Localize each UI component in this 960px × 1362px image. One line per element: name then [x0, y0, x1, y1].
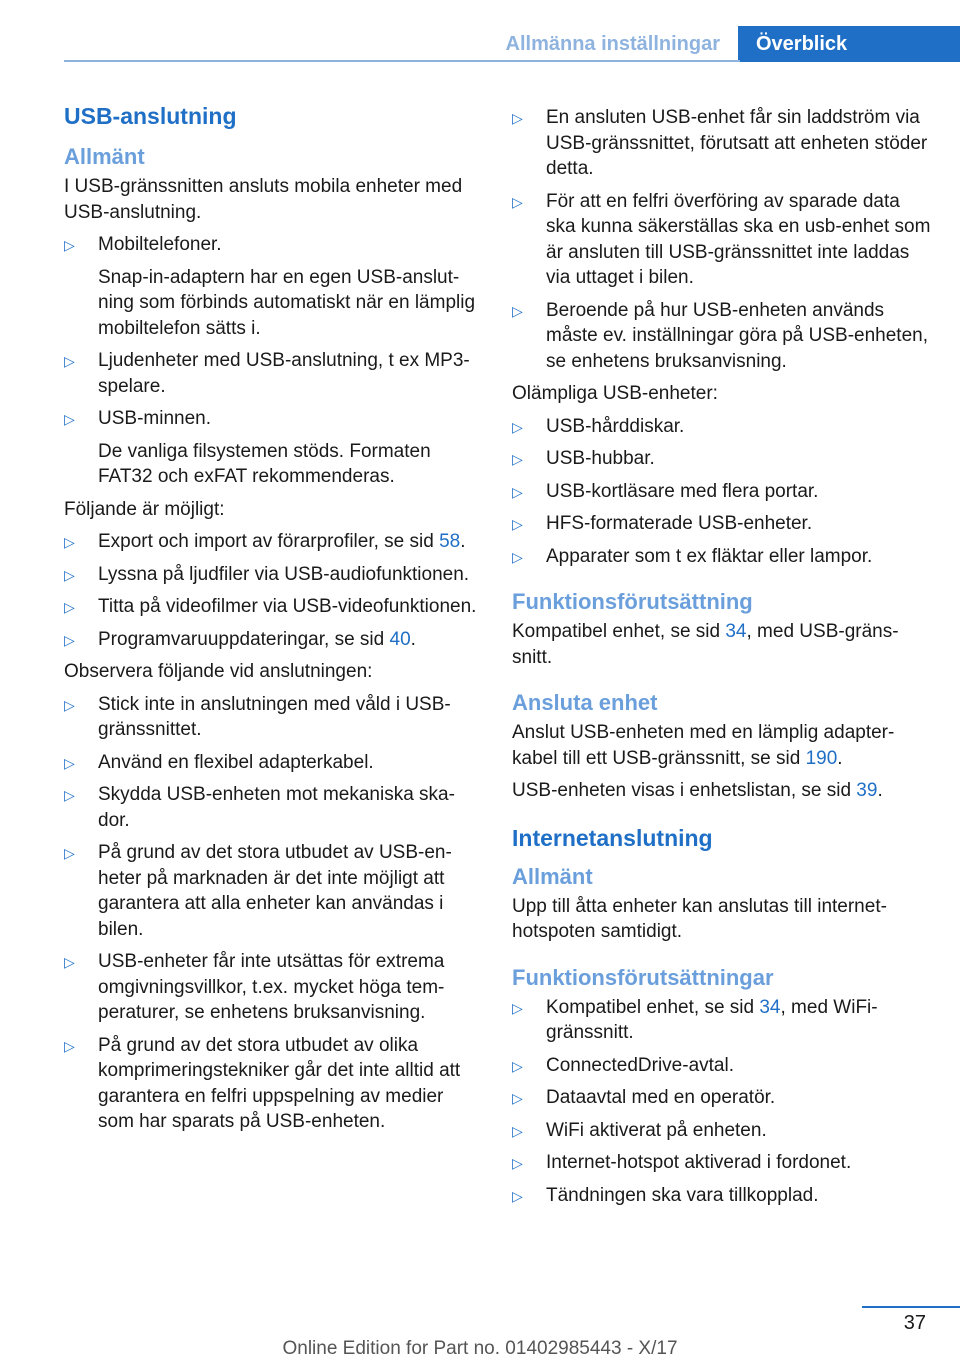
- page-link-40[interactable]: 40: [389, 628, 411, 650]
- right-column: [512, 100, 932, 1215]
- triangle-bullet-icon: ▷: [512, 1187, 523, 1204]
- list-item: ▷ Tändningen ska vara tillkopplad.: [512, 1183, 932, 1209]
- heading-ansluta-enhet: Ansluta enhet: [512, 690, 658, 715]
- list-item: ▷ Stick inte in anslutningen med våld i USB-gränssnittet.: [64, 693, 451, 740]
- triangle-bullet-icon: ▷: [64, 845, 75, 861]
- list-devices: [64, 232, 480, 490]
- footer-rule: [862, 1306, 960, 1308]
- triangle-bullet-icon: ▷: [512, 418, 523, 435]
- page-link-34[interactable]: 34: [725, 621, 747, 642]
- triangle-bullet-icon: ▷: [64, 1037, 75, 1054]
- list-item: ▷ USB-kortläsare med flera portar.: [512, 479, 932, 505]
- header-rule: [64, 60, 740, 62]
- page-link-34-b[interactable]: 34: [759, 996, 781, 1018]
- list-item: ▷ Export och import av förarprofiler, se sid 58.: [64, 529, 480, 555]
- paragraph-intro: I USB-gränssnitten ansluts mobila enheter med USB-anslutning.: [64, 176, 463, 223]
- list-item: ▷ USB-minnen. De vanliga filsystemen stöds. Formaten FAT32 och exFAT rekommenderas.: [64, 408, 431, 487]
- triangle-bullet-icon: ▷: [64, 631, 75, 648]
- list-observe: [64, 692, 480, 1135]
- list-item: ▷ Dataavtal med en operatör.: [512, 1085, 932, 1111]
- triangle-bullet-icon: ▷: [512, 1090, 523, 1106]
- paragraph-observe: Observera följande vid anslutningen:: [64, 661, 373, 682]
- list-item: ▷ HFS-formaterade USB-enheter.: [512, 511, 932, 537]
- list-item: ▷ Ljudenheter med USB-anslutning, t ex MP3-spelare.: [64, 350, 470, 397]
- heading-allmant-2: Allmänt: [512, 863, 593, 889]
- triangle-bullet-icon: ▷: [64, 237, 75, 253]
- list-item: ▷ USB-hårddiskar.: [512, 414, 932, 440]
- list-item: ▷ USB-hubbar.: [512, 446, 932, 472]
- triangle-bullet-icon: ▷: [64, 787, 75, 803]
- paragraph-internet: Upp till åtta enheter kan anslutas till internethotspoten samtidigt.: [512, 895, 887, 942]
- triangle-bullet-icon: ▷: [64, 696, 75, 713]
- list-item: ▷ Apparater som t ex fläktar eller lampor.: [512, 544, 932, 570]
- list-item: ▷ ConnectedDrive-avtal.: [512, 1053, 932, 1079]
- list-requirements: [512, 995, 932, 1209]
- list-item: ▷ För att en felfri överföring av sparade data ska kunna säkerställas ska en usb-enhet som är ansluten till USB-gränssnittet inte laddas via uttaget i bilen.: [512, 190, 931, 288]
- list-item: ▷ Skydda USB-enheten mot mekaniska skador.: [64, 784, 455, 831]
- left-column: [64, 100, 480, 1142]
- page-number: 37: [903, 1312, 926, 1334]
- heading-funktionsforutsattningar: Funktionsförutsättningar: [512, 964, 774, 990]
- paragraph-func: Kompatibel enhet, se sid 34, med USB-gränssnitt.: [512, 621, 899, 668]
- list-item: ▷ Lyssna på ljudfiler via USB-audiofunktionen.: [64, 562, 480, 588]
- paragraph-unsuitable: Olämpliga USB-enheter:: [512, 383, 718, 404]
- triangle-bullet-icon: ▷: [512, 451, 523, 467]
- list-possible: [64, 529, 480, 652]
- triangle-bullet-icon: ▷: [64, 954, 75, 970]
- triangle-bullet-icon: ▷: [64, 754, 75, 771]
- paragraph-connect: Anslut USB-enheten med en lämplig adapterkabel till ett USB-gränssnitt, se sid 190.: [512, 722, 895, 769]
- paragraph-possible: Följande är möjligt:: [64, 498, 225, 520]
- header-tab: Överblick: [738, 26, 960, 62]
- list-item: ▷ På grund av det stora utbudet av olika komprimeringstekniker går det inte alltid att garantera en felfri uppspelning av medier som har sparats på USB-enheten.: [64, 1034, 461, 1132]
- page-link-58[interactable]: 58: [439, 531, 461, 552]
- list-item: ▷ Beroende på hur USB-enheten används måste ev. inställningar göra på USB-enheten, se enhetens bruksanvisning.: [512, 299, 928, 372]
- heading-funktionsforutsattning: Funktionsförutsättning: [512, 589, 753, 614]
- triangle-bullet-icon: ▷: [512, 548, 523, 565]
- page-link-190[interactable]: 190: [805, 747, 838, 769]
- heading-internetanslutning: Internetanslutning: [512, 824, 713, 851]
- heading-usb-anslutning: USB-anslutning: [64, 103, 237, 129]
- triangle-bullet-icon: ▷: [64, 566, 75, 583]
- triangle-bullet-icon: ▷: [64, 411, 75, 427]
- triangle-bullet-icon: ▷: [512, 1122, 523, 1139]
- list-item: ▷ Använd en flexibel adapterkabel.: [64, 750, 480, 776]
- list-item: ▷ Programvaruuppdateringar, se sid 40.: [64, 627, 480, 653]
- list-unsuitable: [512, 414, 932, 570]
- triangle-bullet-icon: ▷: [512, 110, 523, 126]
- list-item: ▷ USB-enheter får inte utsättas för extrema omgivningsvillkor, t.ex. mycket höga temperaturer, se enhetens bruksanvisning.: [64, 951, 445, 1023]
- triangle-bullet-icon: ▷: [512, 1155, 523, 1171]
- list-item: ▷ Kompatibel enhet, se sid 34, med WiFi-gränssnitt.: [512, 996, 878, 1043]
- list-item: ▷ Mobiltelefoner. Snap-in-adaptern har en egen USB-anslutning som förbinds automatiskt när en lämplig mobiltelefon sätts i.: [64, 234, 476, 339]
- triangle-bullet-icon: ▷: [512, 483, 523, 500]
- page-header: [0, 0, 960, 62]
- triangle-bullet-icon: ▷: [512, 999, 523, 1016]
- paragraph-shown: USB-enheten visas i enhetslistan, se sid 39.: [512, 780, 883, 801]
- list-item: ▷ Titta på videofilmer via USB-videofunktionen.: [64, 594, 480, 620]
- triangle-bullet-icon: ▷: [64, 353, 75, 369]
- triangle-bullet-icon: ▷: [512, 516, 523, 532]
- list-item: ▷ WiFi aktiverat på enheten.: [512, 1118, 932, 1144]
- edition-footer: Online Edition for Part no. 01402985443 - X/17: [282, 1338, 678, 1359]
- triangle-bullet-icon: ▷: [64, 534, 75, 550]
- triangle-bullet-icon: ▷: [512, 302, 523, 319]
- list-item: ▷ Internet-hotspot aktiverad i fordonet.: [512, 1150, 932, 1176]
- header-section-title: Allmänna inställningar: [505, 33, 720, 55]
- list-usb-notes: [512, 105, 932, 374]
- triangle-bullet-icon: ▷: [512, 193, 523, 210]
- triangle-bullet-icon: ▷: [64, 599, 75, 615]
- page-link-39[interactable]: 39: [856, 780, 878, 801]
- list-item: ▷ En ansluten USB-enhet får sin laddström via USB-gränssnittet, förutsatt att enheten stöder detta.: [512, 107, 928, 179]
- heading-allmant: Allmänt: [64, 144, 145, 169]
- triangle-bullet-icon: ▷: [512, 1057, 523, 1074]
- list-item: ▷ På grund av det stora utbudet av USB-enheter på marknaden är det inte möjligt att garantera att alla enheter kan användas i bilen.: [64, 842, 452, 940]
